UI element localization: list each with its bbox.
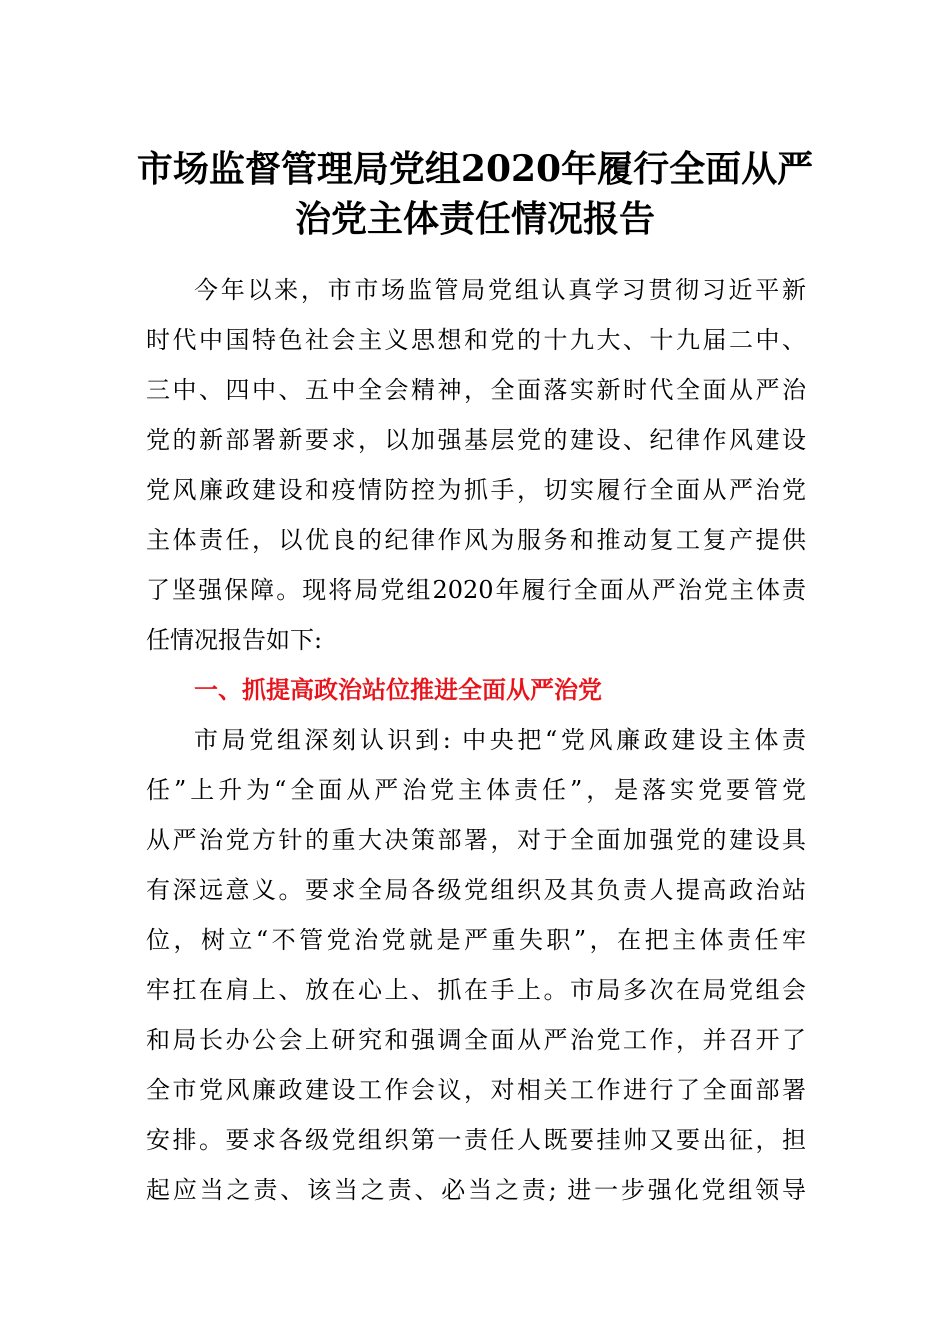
document-title-line-2: 治党主体责任情况报告 <box>294 198 655 240</box>
paragraph-1-line-7: 了坚强保障。现将局党组2020年履行全面从严治党主体责 <box>146 576 806 604</box>
paragraph-1-line-2: 时代中国特色社会主义思想和党的十九大、十九届二中、 <box>146 326 806 354</box>
paragraph-2-line-9: 安排。要求各级党组织第一责任人既要挂帅又要出征，担 <box>146 1126 806 1154</box>
document-title-line-1: 市场监督管理局党组2020年履行全面从严 <box>136 148 814 190</box>
paragraph-2-line-5: 位，树立“不管党治党就是严重失职”，在把主体责任牢 <box>146 926 806 954</box>
paragraph-2-line-7: 和局长办公会上研究和强调全面从严治党工作，并召开了 <box>146 1026 806 1054</box>
section-1-heading: 一、抓提高政治站位推进全面从严治党 <box>194 676 602 704</box>
paragraph-2-line-1: 市局党组深刻认识到: 中央把“党风廉政建设主体责 <box>194 726 806 754</box>
paragraph-1-line-5: 党风廉政建设和疫情防控为抓手，切实履行全面从严治党 <box>146 476 806 504</box>
paragraph-1-line-1: 今年以来，市市场监管局党组认真学习贯彻习近平新 <box>194 276 806 304</box>
paragraph-2-line-6: 牢扛在肩上、放在心上、抓在手上。市局多次在局党组会 <box>146 976 806 1004</box>
paragraph-2-line-10: 起应当之责、该当之责、必当之责; 进一步强化党组领导 <box>146 1176 806 1204</box>
paragraph-2-line-3: 从严治党方针的重大决策部署，对于全面加强党的建设具 <box>146 826 806 854</box>
paragraph-2-line-4: 有深远意义。要求全局各级党组织及其负责人提高政治站 <box>146 876 806 904</box>
paragraph-1-line-3: 三中、四中、五中全会精神，全面落实新时代全面从严治 <box>146 376 806 404</box>
paragraph-2-line-8: 全市党风廉政建设工作会议，对相关工作进行了全面部署 <box>146 1076 806 1104</box>
paragraph-2-line-2: 任”上升为“全面从严治党主体责任”，是落实党要管党 <box>146 776 806 804</box>
paragraph-1-line-6: 主体责任，以优良的纪律作风为服务和推动复工复产提供 <box>146 526 806 554</box>
paragraph-1-line-8: 任情况报告如下: <box>146 626 323 654</box>
paragraph-1-line-4: 党的新部署新要求，以加强基层党的建设、纪律作风建设 <box>146 426 806 454</box>
